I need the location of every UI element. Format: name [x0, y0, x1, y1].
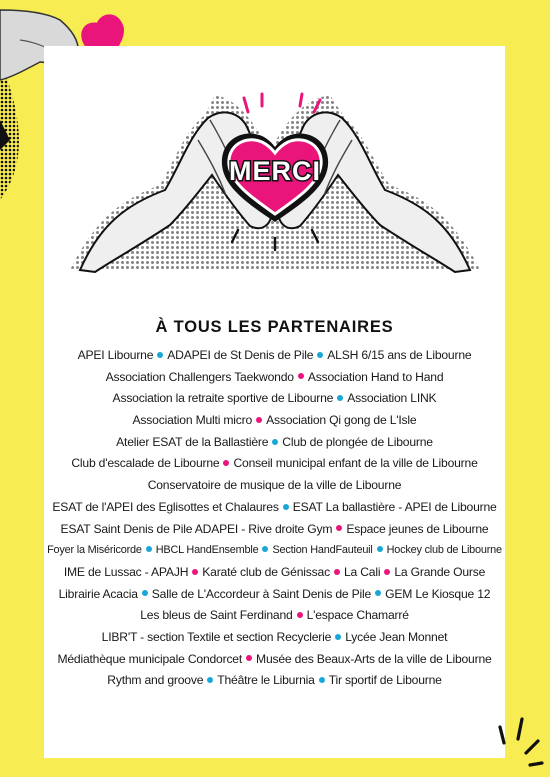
blue-bullet-separator	[146, 546, 152, 552]
partner-line	[44, 345, 505, 367]
partner-name: GEM Le Kiosque 12	[385, 586, 491, 601]
blue-bullet-separator	[317, 352, 323, 358]
partner-name: Tir sportif de Libourne	[328, 673, 442, 688]
partner-name: Club de plongée de Libourne	[282, 434, 433, 449]
partner-name: La Grande Ourse	[394, 564, 486, 579]
partner-name: IME de Lussac - APAJH	[63, 564, 189, 579]
partner-line	[44, 432, 505, 454]
partner-name: Théâtre le Liburnia	[217, 673, 315, 688]
blue-bullet-separator	[283, 504, 289, 510]
partner-name: Club d'escalade de Libourne	[71, 456, 220, 471]
blue-bullet-separator	[207, 677, 213, 683]
partner-name: Association Hand to Hand	[307, 369, 444, 384]
pink-bullet-separator	[336, 525, 342, 531]
blue-bullet-separator	[262, 546, 268, 552]
blue-bullet-separator	[157, 352, 163, 358]
partner-line	[44, 584, 505, 606]
partner-line	[44, 497, 505, 519]
partner-name: ESAT Saint Denis de Pile ADAPEI - Rive droite Gym	[60, 521, 333, 536]
partner-name: APEI Libourne	[77, 348, 154, 362]
partner-name: Association Multi micro	[132, 413, 253, 428]
partner-name: HBCL HandEnsemble	[155, 544, 259, 557]
partner-name: Karaté club de Génissac	[202, 564, 330, 579]
partner-list	[44, 345, 505, 692]
blue-bullet-separator	[319, 677, 325, 683]
partner-name: Association la retraite sportive de Libourne	[112, 391, 334, 406]
partner-name: Association Challengers Taekwondo	[105, 369, 294, 384]
partner-name: Librairie Acacia	[58, 586, 138, 601]
partner-line	[44, 453, 505, 475]
partner-line	[44, 605, 505, 627]
blue-bullet-separator	[377, 546, 383, 552]
partner-name: La Cali	[343, 564, 381, 579]
partner-line	[44, 475, 505, 497]
partner-name: Médiathèque municipale Condorcet	[57, 651, 243, 666]
partner-name: ADAPEI de St Denis de Pile	[167, 348, 314, 362]
partner-name: Espace jeunes de Libourne	[346, 521, 489, 536]
partner-name: Association Qi gong de L'Isle	[266, 413, 417, 428]
partner-name: Association LINK	[347, 391, 437, 406]
partner-line	[44, 540, 505, 562]
partner-line	[44, 562, 505, 584]
partner-name: Conseil municipal enfant de la ville de Libourne	[233, 456, 478, 471]
partner-name: ALSH 6/15 ans de Libourne	[327, 348, 472, 362]
pink-bullet-separator	[256, 417, 262, 423]
partner-line	[44, 627, 505, 649]
partner-name: Musée des Beaux-Arts de la ville de Libourne	[256, 651, 492, 666]
blue-bullet-separator	[335, 634, 341, 640]
spark-decoration	[460, 697, 550, 777]
partner-name: Atelier ESAT de la Ballastière	[116, 434, 269, 449]
pink-bullet-separator	[334, 569, 340, 575]
partner-name: Hockey club de Libourne	[386, 544, 502, 557]
partner-name: Les bleus de Saint Ferdinand	[140, 608, 293, 623]
pink-bullet-separator	[223, 460, 229, 466]
partner-line	[44, 670, 505, 692]
blue-bullet-separator	[272, 439, 278, 445]
partner-line	[44, 388, 505, 410]
partner-line	[44, 519, 505, 541]
partner-name: Salle de L'Accordeur à Saint Denis de Pile	[151, 586, 372, 601]
headline: À TOUS LES PARTENAIRES	[155, 318, 394, 336]
partner-name: LIBR'T - section Textile et section Recyclerie	[101, 629, 332, 644]
heart-hands-illustration	[0, 0, 550, 300]
partner-line	[44, 410, 505, 432]
partner-name: ESAT de l'APEI des Eglisottes et Chalaures	[52, 499, 279, 514]
pink-bullet-separator	[384, 569, 390, 575]
partner-name: Lycée Jean Monnet	[345, 629, 448, 644]
pink-bullet-separator	[192, 569, 198, 575]
partner-name: ESAT La ballastière - APEI de Libourne	[292, 499, 497, 514]
pink-bullet-separator	[297, 612, 303, 618]
partner-name: Rythm and groove	[107, 673, 204, 688]
merci-badge-text: MERCI	[229, 156, 321, 186]
partner-name: Section HandFauteuil	[272, 544, 373, 557]
blue-bullet-separator	[375, 590, 381, 596]
partner-name: Foyer la Miséricorde	[47, 544, 142, 557]
blue-bullet-separator	[337, 395, 343, 401]
pink-bullet-separator	[298, 373, 304, 379]
partner-line	[44, 649, 505, 671]
partner-line	[44, 367, 505, 389]
pink-bullet-separator	[246, 655, 252, 661]
blue-bullet-separator	[142, 590, 148, 596]
partner-name: L'espace Chamarré	[306, 608, 409, 623]
partner-name: Conservatoire de musique de la ville de Libourne	[147, 478, 402, 493]
